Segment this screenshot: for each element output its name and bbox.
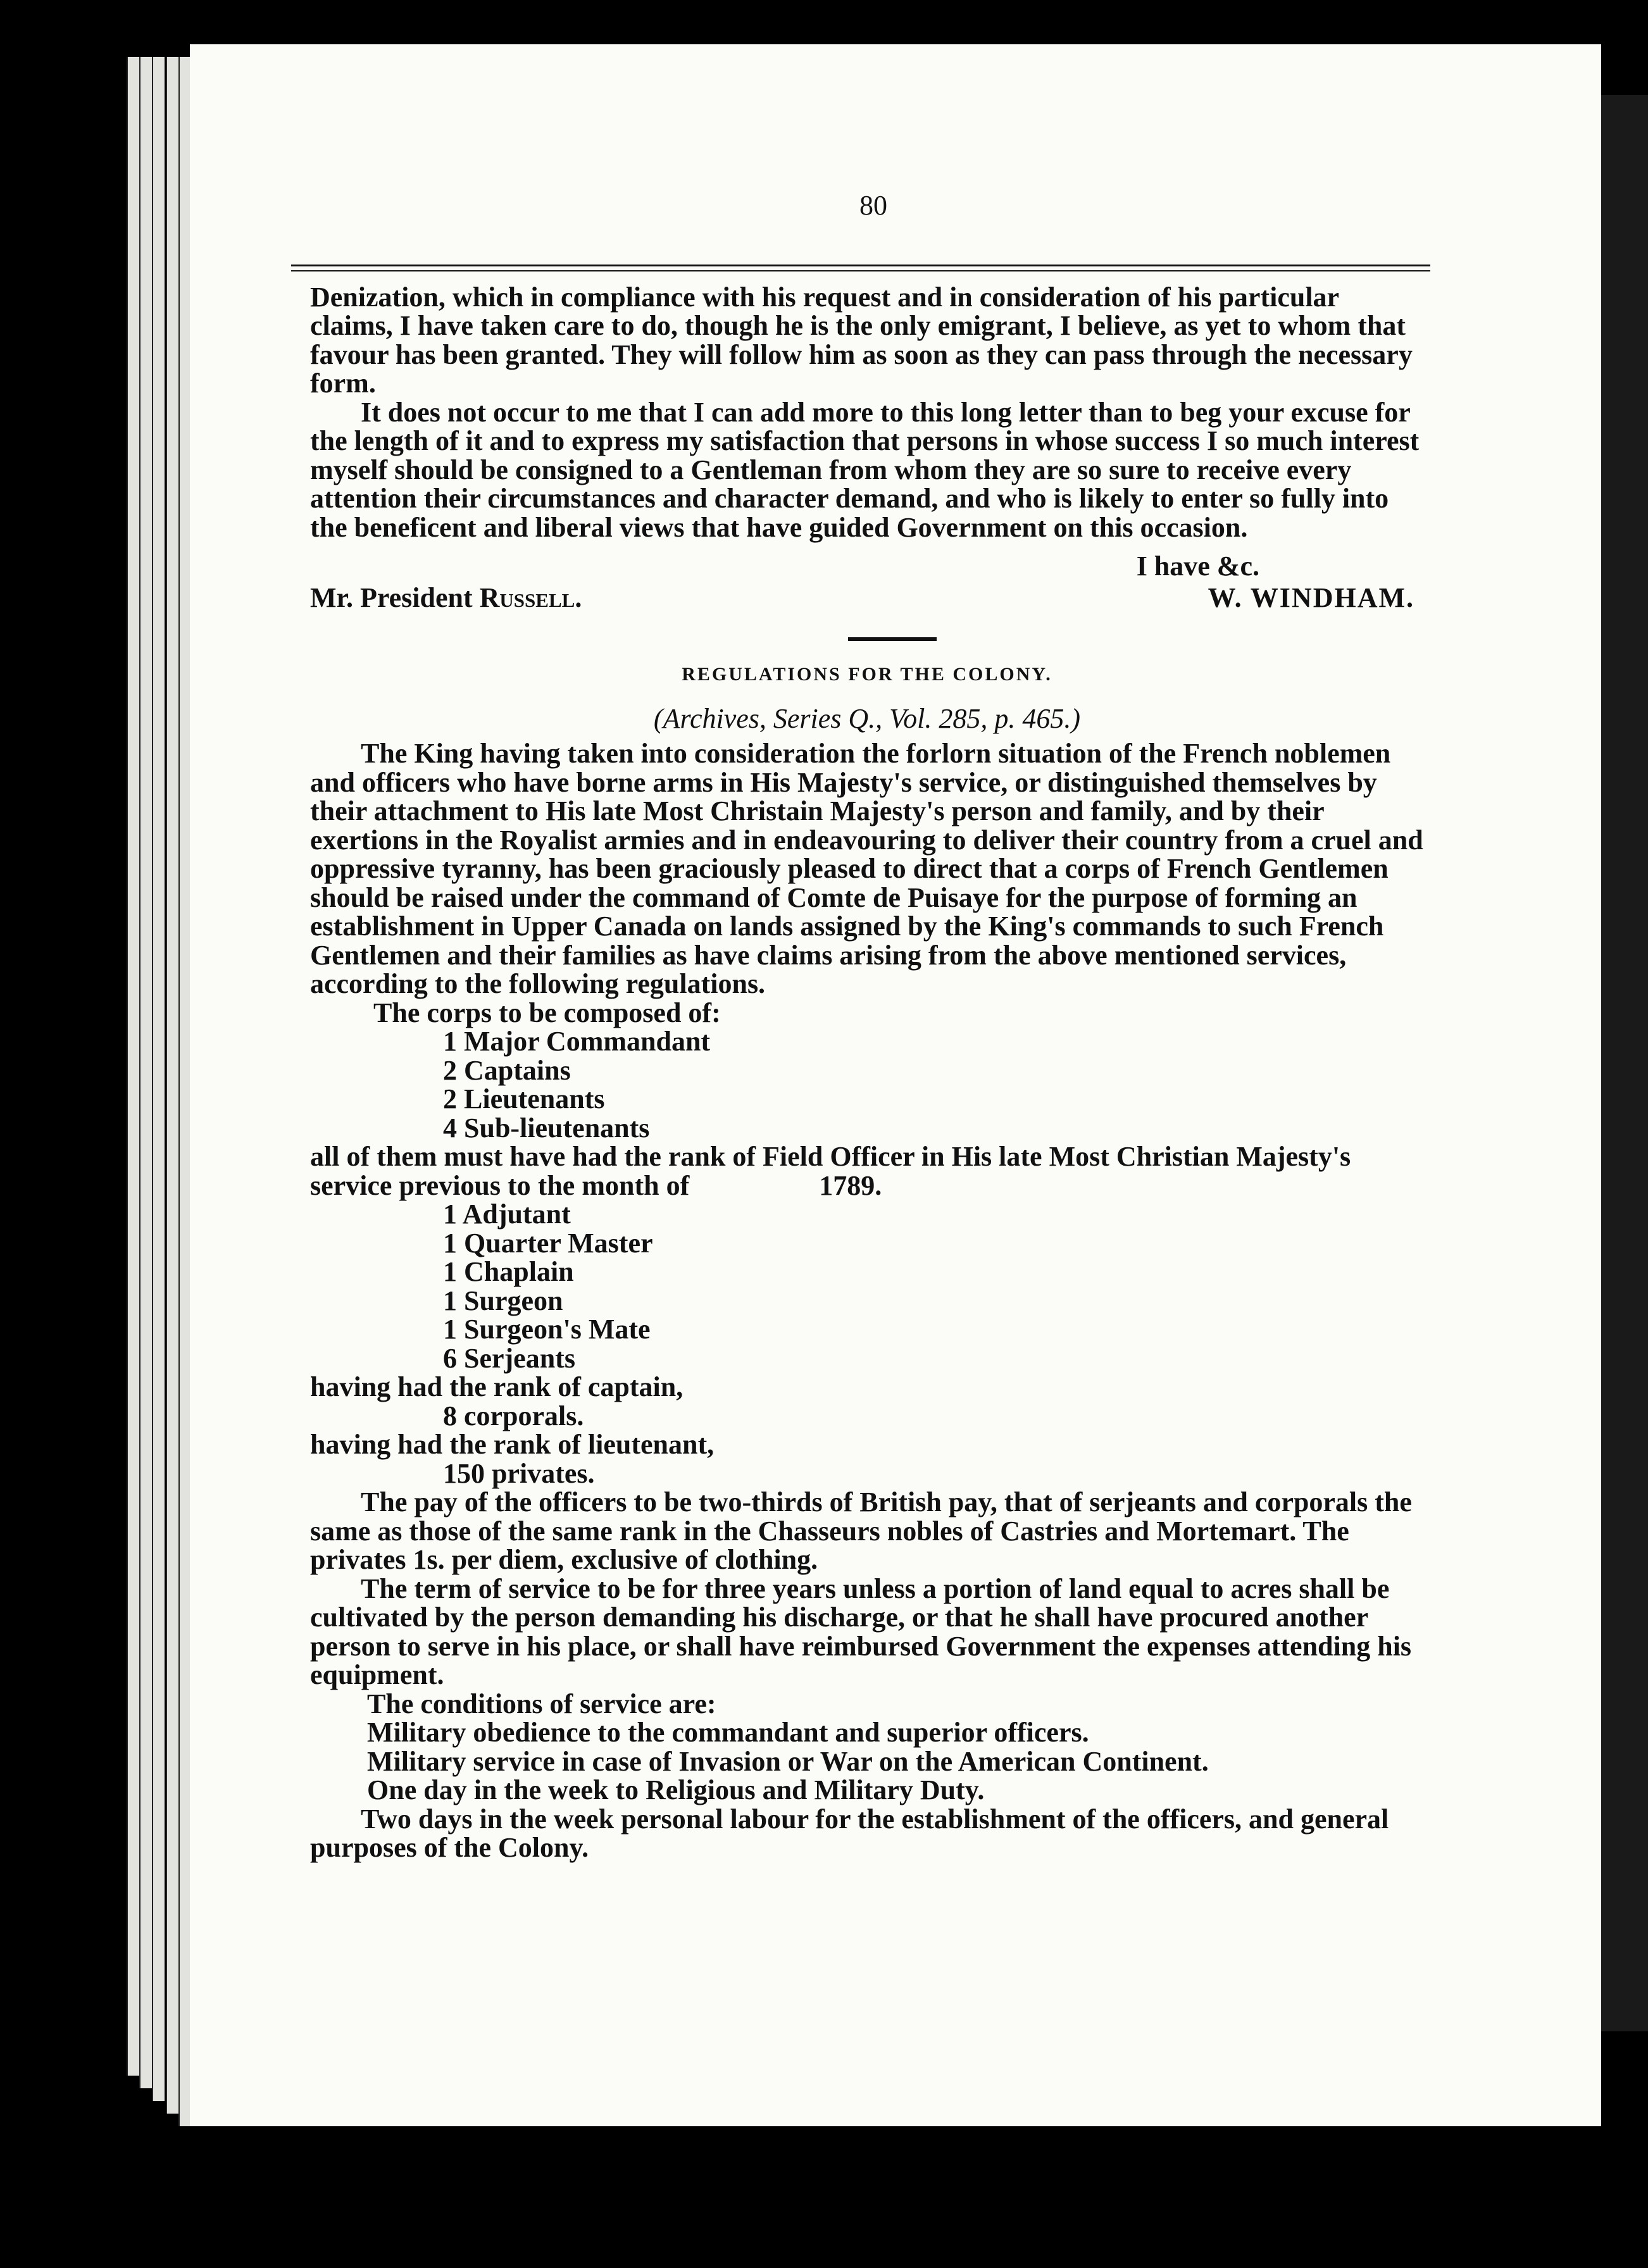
page-edge	[152, 57, 165, 2101]
list-item: 1 Adjutant	[443, 1199, 571, 1230]
privates-list	[443, 1459, 1424, 1488]
condition-item: One day in the week to Religious and Military Duty.	[367, 1774, 985, 1805]
list-item: 1 Quarter Master	[443, 1227, 653, 1259]
captain-note: having had the rank of captain,	[310, 1371, 684, 1402]
conditions-intro: The conditions of service are:	[367, 1688, 716, 1719]
list-item: 1 Chaplain	[443, 1256, 574, 1287]
scanned-page	[190, 44, 1601, 2126]
term-paragraph: The term of service to be for three years unless a portion of land equal to acres shall be cultivated by the person demanding his discharge, or that he shall have procured another person to serve in his place, or shall have reimbursed Government the expenses attending his equipment.	[310, 1573, 1412, 1690]
page-edge	[127, 57, 139, 2076]
lieutenant-note: having had the rank of lieutenant,	[310, 1429, 715, 1460]
pay-paragraph: The pay of the officers to be two-thirds of British pay, that of serjeants and corporals the same as those of the same rank in the Chasseurs nobles of Castries and Mortemart. The privates 1s. per diem, exclusive of clothing.	[310, 1486, 1412, 1575]
corps-intro: The corps to be composed of:	[373, 997, 721, 1028]
page-edge	[178, 57, 191, 2126]
letter-closing: I have &c.	[1136, 551, 1259, 582]
staff-list	[443, 1200, 1424, 1373]
corps-list	[443, 1027, 1424, 1142]
page-content	[310, 191, 1424, 1862]
list-item: 4 Sub-lieutenants	[443, 1112, 650, 1143]
list-item: 2 Captains	[443, 1054, 571, 1086]
list-item: 1 Surgeon	[443, 1285, 563, 1316]
list-item: 1 Major Commandant	[443, 1026, 711, 1057]
scan-border	[1601, 95, 1648, 2031]
list-item: 8 corporals.	[443, 1400, 584, 1431]
condition-item: Military service in case of Invasion or War on the American Continent.	[367, 1745, 1209, 1777]
addressee: Mr. President Russell.	[310, 582, 582, 613]
section-heading: REGULATIONS FOR THE COLONY.	[682, 664, 1052, 685]
corporals-list	[443, 1402, 1424, 1431]
archive-citation: (Archives, Series Q., Vol. 285, p. 465.)	[653, 702, 1081, 734]
rank-note: all of them must have had the rank of Field Officer in His late Most Christian Majesty's service previous to the month of 1789.	[310, 1141, 1351, 1201]
page-edge	[139, 57, 152, 2088]
signature: W. WINDHAM.	[1208, 582, 1414, 613]
condition-item: Military obedience to the commandant and superior officers.	[367, 1717, 1089, 1748]
section-divider	[848, 637, 937, 641]
list-item: 6 Serjeants	[443, 1342, 575, 1374]
signature-row	[310, 583, 1424, 613]
page-number: 80	[859, 190, 887, 221]
addressee-name: Russell.	[479, 582, 582, 613]
list-item: 1 Surgeon's Mate	[443, 1314, 651, 1345]
condition-item: Two days in the week personal labour for the establishment of the officers, and general purposes of the Colony.	[310, 1803, 1389, 1863]
year: 1789.	[819, 1169, 882, 1201]
page-edge	[166, 57, 178, 2114]
header-rule	[291, 265, 1430, 271]
letter-paragraph: It does not occur to me that I can add more to this long letter than to beg your excuse for the length of it and to express my satisfaction that persons in whose success I so much interest myself should be consigned to a Gentleman from whom they are so sure to receive every attention their circumstances and character demand, and who is likely to enter so fully into the beneficent and liberal views that have guided Government on this occasion.	[310, 396, 1420, 543]
regulations-intro: The King having taken into consideration the forlorn situation of the French noblemen and officers who have borne arms in His Majesty's service, or distinguished themselves by their attachment to His late Most Christain Majesty's person and family, and by their exertions in the Royalist armies and in endeavouring to deliver their country from a cruel and oppressive tyranny, has been graciously pleased to direct that a corps of French Gentlemen should be raised under the command of Comte de Puisaye for the purpose of forming an establishment in Upper Canada on lands assigned by the King's commands to such French Gentlemen and their families as have claims arising from the above mentioned services, according to the following regulations.	[310, 738, 1423, 999]
list-item: 2 Lieutenants	[443, 1083, 605, 1114]
letter-paragraph: Denization, which in compliance with his request and in consideration of his particular claims, I have taken care to do, though he is the only emigrant, I believe, as yet to whom that favour has been granted. They will follow him as soon as they can pass through the necessary form.	[310, 281, 1413, 399]
list-item: 150 privates.	[443, 1457, 595, 1489]
